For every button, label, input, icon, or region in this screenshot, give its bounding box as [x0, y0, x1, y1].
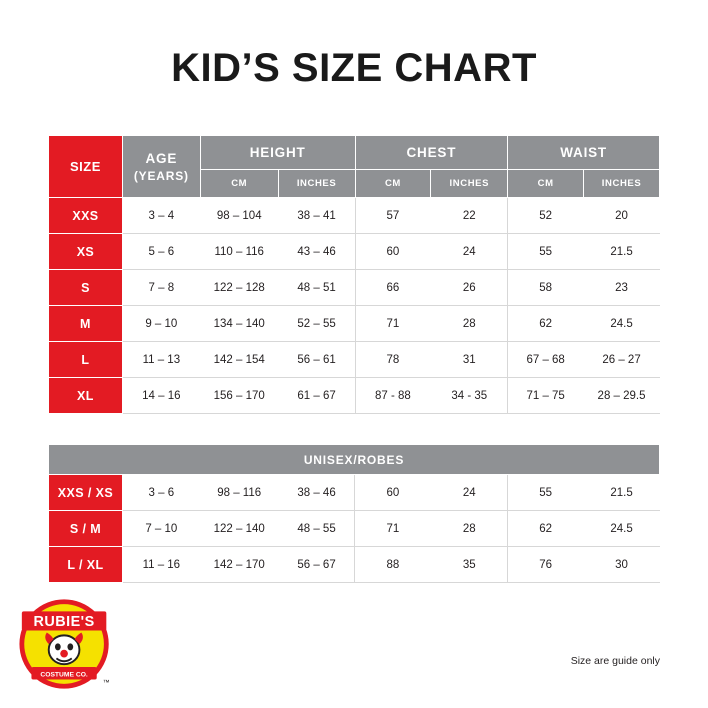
cell-size: L — [49, 342, 123, 378]
cell-height-inches: 48 – 55 — [278, 511, 355, 547]
cell-chest-cm: 88 — [355, 547, 431, 583]
cell-size: XXS — [49, 198, 123, 234]
cell-age: 3 – 4 — [122, 198, 200, 234]
cell-waist-cm: 52 — [508, 198, 584, 234]
svg-text:RUBIE'S: RUBIE'S — [33, 614, 95, 631]
cell-height-inches: 56 – 61 — [278, 342, 355, 378]
cell-height-inches: 38 – 46 — [278, 475, 355, 511]
cell-height-cm: 122 – 140 — [200, 511, 278, 547]
cell-waist-inches: 23 — [584, 270, 660, 306]
unisex-title-row — [49, 445, 660, 475]
cell-waist-inches: 30 — [584, 547, 660, 583]
cell-waist-cm: 55 — [508, 475, 584, 511]
cell-waist-inches: 24.5 — [584, 511, 660, 547]
cell-age: 11 – 13 — [122, 342, 200, 378]
cell-age: 14 – 16 — [122, 378, 200, 414]
page-title: KID’S SIZE CHART — [171, 46, 537, 90]
unisex-robes-table — [48, 444, 660, 583]
cell-height-cm: 142 – 170 — [200, 547, 278, 583]
unisex-title: UNISEX/ROBES — [49, 445, 660, 475]
cell-height-inches: 48 – 51 — [278, 270, 355, 306]
header-height-inches: INCHES — [278, 170, 355, 198]
header-waist-inches: INCHES — [584, 170, 660, 198]
cell-age: 7 – 10 — [122, 511, 200, 547]
cell-age: 3 – 6 — [122, 475, 200, 511]
cell-waist-inches: 21.5 — [584, 234, 660, 270]
header-waist-cm: CM — [508, 170, 584, 198]
cell-waist-inches: 24.5 — [584, 306, 660, 342]
header-height-cm: CM — [200, 170, 278, 198]
cell-chest-cm: 78 — [355, 342, 431, 378]
cell-size: L / XL — [49, 547, 123, 583]
rubies-logo — [18, 596, 114, 692]
cell-chest-inches: 28 — [431, 306, 508, 342]
cell-chest-inches: 31 — [431, 342, 508, 378]
cell-height-cm: 156 – 170 — [200, 378, 278, 414]
svg-text:COSTUME CO.: COSTUME CO. — [40, 671, 88, 679]
cell-waist-cm: 58 — [508, 270, 584, 306]
header-size: SIZE — [49, 136, 123, 198]
cell-chest-cm: 71 — [355, 306, 431, 342]
svg-text:™: ™ — [102, 679, 110, 687]
cell-height-cm: 98 – 116 — [200, 475, 278, 511]
footnote: Size are guide only — [570, 655, 660, 667]
cell-chest-cm: 60 — [355, 475, 431, 511]
header-chest-inches: INCHES — [431, 170, 508, 198]
table-row — [49, 547, 660, 583]
cell-chest-cm: 57 — [355, 198, 431, 234]
cell-age: 11 – 16 — [122, 547, 200, 583]
cell-age: 7 – 8 — [122, 270, 200, 306]
cell-size: XXS / XS — [49, 475, 123, 511]
table-row — [49, 378, 660, 414]
table-row — [49, 306, 660, 342]
cell-height-cm: 110 – 116 — [200, 234, 278, 270]
kids-size-table — [48, 135, 660, 414]
kids-size-table-wrapper — [48, 135, 660, 414]
cell-chest-inches: 24 — [431, 475, 508, 511]
table-row — [49, 475, 660, 511]
cell-chest-cm: 87 - 88 — [355, 378, 431, 414]
cell-height-inches: 38 – 41 — [278, 198, 355, 234]
header-age — [122, 136, 200, 198]
header-height: HEIGHT — [200, 136, 355, 170]
unisex-robes-table-wrapper — [48, 444, 660, 583]
cell-chest-inches: 34 - 35 — [431, 378, 508, 414]
table-row — [49, 511, 660, 547]
cell-chest-inches: 35 — [431, 547, 508, 583]
cell-height-inches: 52 – 55 — [278, 306, 355, 342]
cell-waist-inches: 21.5 — [584, 475, 660, 511]
cell-height-cm: 134 – 140 — [200, 306, 278, 342]
table-row — [49, 342, 660, 378]
header-waist: WAIST — [508, 136, 660, 170]
cell-chest-inches: 28 — [431, 511, 508, 547]
cell-chest-inches: 22 — [431, 198, 508, 234]
cell-chest-cm: 71 — [355, 511, 431, 547]
cell-size: XS — [49, 234, 123, 270]
header-age-label: AGE — [145, 150, 178, 166]
header-age-units: (YEARS) — [133, 168, 189, 183]
cell-waist-cm: 62 — [508, 511, 584, 547]
cell-waist-inches: 26 – 27 — [584, 342, 660, 378]
cell-chest-cm: 66 — [355, 270, 431, 306]
cell-waist-cm: 55 — [508, 234, 584, 270]
cell-height-cm: 122 – 128 — [200, 270, 278, 306]
table-header-row-groups — [49, 136, 660, 170]
cell-height-cm: 142 – 154 — [200, 342, 278, 378]
cell-height-inches: 56 – 67 — [278, 547, 355, 583]
table-row — [49, 198, 660, 234]
cell-chest-cm: 60 — [355, 234, 431, 270]
cell-waist-cm: 76 — [508, 547, 584, 583]
cell-waist-cm: 62 — [508, 306, 584, 342]
header-chest-cm: CM — [355, 170, 431, 198]
table-row — [49, 234, 660, 270]
cell-height-cm: 98 – 104 — [200, 198, 278, 234]
cell-height-inches: 61 – 67 — [278, 378, 355, 414]
cell-height-inches: 43 – 46 — [278, 234, 355, 270]
cell-waist-inches: 20 — [584, 198, 660, 234]
cell-age: 9 – 10 — [122, 306, 200, 342]
cell-waist-cm: 71 – 75 — [508, 378, 584, 414]
cell-size: M — [49, 306, 123, 342]
cell-waist-cm: 67 – 68 — [508, 342, 584, 378]
cell-size: S / M — [49, 511, 123, 547]
cell-size: XL — [49, 378, 123, 414]
header-chest: CHEST — [355, 136, 508, 170]
table-row — [49, 270, 660, 306]
cell-size: S — [49, 270, 123, 306]
cell-chest-inches: 26 — [431, 270, 508, 306]
cell-chest-inches: 24 — [431, 234, 508, 270]
cell-age: 5 – 6 — [122, 234, 200, 270]
cell-waist-inches: 28 – 29.5 — [584, 378, 660, 414]
